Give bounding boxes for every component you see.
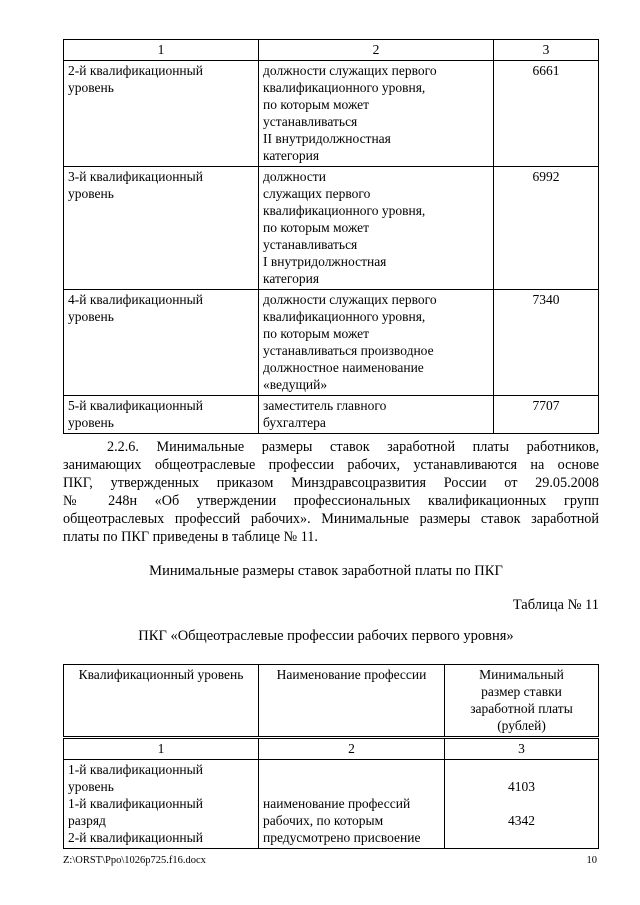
level-cell: 3-й квалификационный уровень (64, 167, 259, 290)
level-cell: 1-й квалификационный уровень 1-й квалификационный разряд 2-й квалификационный (64, 760, 259, 849)
table-row (64, 61, 599, 167)
table-header-cell: 1 (64, 40, 259, 61)
table-row (64, 167, 599, 290)
column-header: Квалификационный уровень (64, 665, 259, 738)
amount-cell: 6992 (494, 167, 599, 290)
positions-cell: должности служащих первого квалификационного уровня, по которым может устанавливаться II внутридолжностная категория (259, 61, 494, 167)
qualification-table-top (63, 39, 599, 434)
column-header: Минимальный размер ставки заработной платы (рублей) (445, 665, 599, 738)
page-number: 10 (586, 855, 597, 866)
section-title: Минимальные размеры ставок заработной платы по ПКГ (149, 563, 503, 579)
column-number-row (64, 738, 599, 760)
paragraph-line: ПКГ, утвержденных приказом Минздравсоцразвития России от 29.05.2008 (63, 475, 599, 491)
table-header-cell: 3 (494, 40, 599, 61)
amount-cell: 7707 (494, 396, 599, 434)
column-number: 1 (64, 738, 259, 760)
paragraph-line: занимающих общеотраслевые профессии рабочих, устанавливаются на основе (63, 457, 599, 473)
table-header-row (64, 665, 599, 738)
table-title: ПКГ «Общеотраслевые профессии рабочих первого уровня» (138, 628, 514, 644)
column-number: 2 (259, 738, 445, 760)
table-row (64, 396, 599, 434)
level-cell: 5-й квалификационный уровень (64, 396, 259, 434)
table-header-cell: 2 (259, 40, 494, 61)
profession-cell: наименование профессий рабочих, по которым предусмотрено присвоение (259, 760, 445, 849)
paragraph-line: № 248н «Об утверждении профессиональных квалификационных групп (63, 493, 599, 509)
amount-cell: 7340 (494, 290, 599, 396)
paragraph-line: платы по ПКГ приведены в таблице № 11. (63, 529, 318, 545)
positions-cell: должности служащих первого квалификационного уровня, по которым может устанавливаться производное должностное наименование «ведущий» (259, 290, 494, 396)
table-number: Таблица № 11 (512, 597, 599, 613)
paragraph-line: общеотраслевых профессий рабочих». Минимальные размеры ставок заработной (63, 511, 599, 527)
amount-cell: 6661 (494, 61, 599, 167)
table-row (64, 760, 599, 849)
column-header: Наименование профессии (259, 665, 445, 738)
paragraph-line: 2.2.6. Минимальные размеры ставок заработной платы работников, (107, 439, 599, 455)
column-number: 3 (445, 738, 599, 760)
table-header-row (64, 40, 599, 61)
paragraph-2-2-6 (63, 438, 599, 546)
positions-cell: должности служащих первого квалификационного уровня, по которым может устанавливаться I внутридолжностная категория (259, 167, 494, 290)
amount-cell: 4103 4342 (445, 760, 599, 849)
level-cell: 2-й квалификационный уровень (64, 61, 259, 167)
positions-cell: заместитель главного бухгалтера (259, 396, 494, 434)
footer-file-path: Z:\ORST\Ppo\1026p725.f16.docx (63, 855, 206, 866)
table-row (64, 290, 599, 396)
workers-pkg-table (63, 664, 599, 849)
level-cell: 4-й квалификационный уровень (64, 290, 259, 396)
